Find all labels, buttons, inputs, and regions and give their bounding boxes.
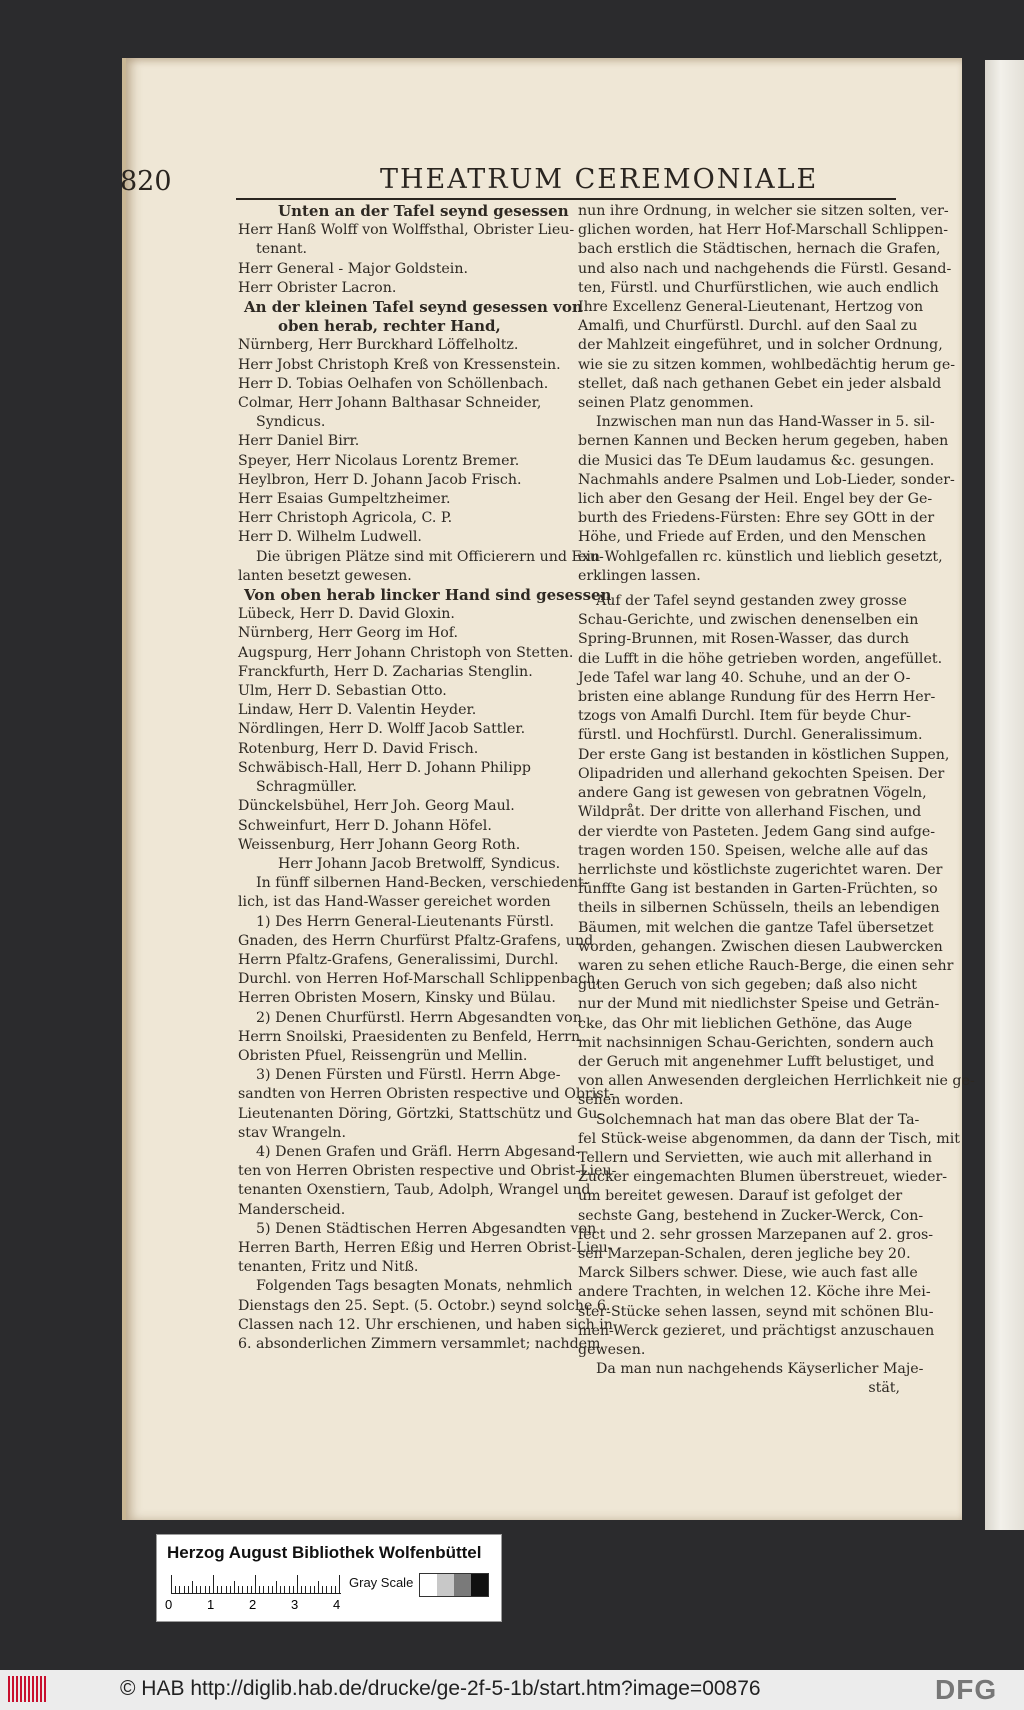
library-label	[156, 1534, 502, 1622]
text-line: ten von Herren Obristen respective und Obrist-Lieu-	[238, 1163, 617, 1180]
text-line: tragen worden 150. Speisen, welche alle auf das	[578, 842, 929, 859]
library-name: Herzog August Bibliothek Wolfenbüttel	[167, 1543, 482, 1562]
text-line: Solchemnach hat man das obere Blat der Ta-	[596, 1111, 920, 1128]
ruler-tick	[289, 1586, 290, 1593]
text-line: Herr Christoph Agricola, C. P.	[238, 510, 453, 527]
ruler-tick	[179, 1586, 180, 1593]
text-line: Der erste Gang ist bestanden in köstlichen Suppen,	[578, 746, 950, 763]
ruler-tick	[213, 1575, 214, 1593]
ruler-tick	[335, 1586, 336, 1593]
text-line: 4) Denen Grafen und Gräfl. Herrn Abgesand-	[256, 1143, 581, 1160]
text-line: Folgenden Tags besagten Monats, nehmlich	[256, 1278, 573, 1295]
text-line: bristen eine ablange Rundung für des Herrn Her-	[578, 689, 936, 706]
text-line: Inzwischen man nun das Hand-Wasser in 5. sil-	[596, 414, 935, 431]
ruler-tick	[200, 1586, 201, 1593]
text-line: Classen nach 12. Uhr erschienen, und haben sich in	[238, 1316, 613, 1333]
text-line: Von oben herab lincker Hand sind gesessen	[244, 586, 612, 605]
ruler-number: 1	[207, 1597, 215, 1612]
ruler-number: 0	[165, 1597, 173, 1612]
gray-scale-label: Gray Scale	[349, 1575, 414, 1590]
text-line: 5) Denen Städtischen Herren Abgesandten von	[256, 1220, 597, 1237]
text-line: Herren Obristen Mosern, Kinsky und Bülau.	[238, 990, 556, 1007]
ruler-tick	[192, 1581, 193, 1593]
ruler-tick	[331, 1586, 332, 1593]
text-line: ten, Fürstl. und Churfürstlichen, wie auch endlich	[578, 279, 939, 296]
text-line: 2) Denen Churfürstl. Herrn Abgesandten von	[256, 1009, 582, 1026]
text-line: seinen Platz genommen.	[578, 395, 754, 412]
text-line: die Lufft in die höhe getrieben worden, angefüllet.	[578, 650, 943, 667]
text-line: Jede Tafel war lang 40. Schuhe, und an der O-	[578, 669, 911, 686]
text-line: Herr General - Major Goldstein.	[238, 260, 468, 277]
ruler-tick	[305, 1586, 306, 1593]
ruler-tick	[259, 1586, 260, 1593]
text-line: und also nach und nachgehends die Fürstl. Gesand-	[578, 260, 952, 277]
footer-copyright[interactable]: © HAB http://diglib.hab.de/drucke/ge-2f-5-1b/start.htm?image=00876	[120, 1677, 761, 1700]
text-line: Höhe, und Friede auf Erden, und den Menschen	[578, 529, 926, 546]
ruler-tick	[310, 1586, 311, 1593]
text-line: der Mahlzeit eingeführet, und in solcher Ordnung,	[578, 337, 943, 354]
text-line: Nürnberg, Herr Burckhard Löffelholtz.	[238, 337, 519, 354]
ruler-tick	[184, 1586, 185, 1593]
text-line: Lübeck, Herr D. David Gloxin.	[238, 606, 455, 623]
text-line: glichen worden, hat Herr Hof-Marschall Schlippen-	[578, 222, 949, 239]
text-line: waren zu sehen etliche Rauch-Berge, die einen sehr	[578, 957, 954, 974]
text-line: Herr Esaias Gumpeltzheimer.	[238, 491, 451, 508]
gray-scale-swatches	[419, 1573, 489, 1597]
text-line: fürstl. und Hochfürstl. Durchl. Generalissimum.	[578, 727, 923, 744]
text-line: der Geruch mit angenehmer Lufft belustiget, und	[578, 1053, 935, 1070]
text-line: Schwäbisch-Hall, Herr D. Johann Philipp	[238, 759, 531, 776]
ruler-tick	[322, 1586, 323, 1593]
text-line: ein Wohlgefallen rc. künstlich und lieblich gesetzt,	[578, 548, 943, 565]
text-line: Schragmüller.	[256, 779, 357, 796]
text-line: Heylbron, Herr D. Johann Jacob Frisch.	[238, 471, 522, 488]
ruler-tick	[255, 1575, 256, 1593]
text-line: burth des Friedens-Fürsten: Ehre sey GOtt in der	[578, 510, 935, 527]
text-line: Lieutenanten Döring, Görtzki, Stattschütz und Gu-	[238, 1105, 603, 1122]
text-line: bernen Kannen und Becken herum gegeben, haben	[578, 433, 949, 450]
text-line: Ulm, Herr D. Sebastian Otto.	[238, 683, 447, 700]
text-line: Olipadriden und allerhand gekochten Speisen. Der	[578, 765, 945, 782]
text-line: Dienstags den 25. Sept. (5. Octobr.) seynd solche 6.	[238, 1297, 611, 1314]
ruler-tick	[297, 1575, 298, 1593]
text-line: guten Geruch von sich gegeben; daß also nicht	[578, 977, 917, 994]
dfg-logo: DFG	[935, 1674, 998, 1705]
ruler-tick	[251, 1586, 252, 1593]
text-line: Herr Hanß Wolff von Wolffsthal, Obrister Lieu-	[238, 222, 575, 239]
ruler-tick	[175, 1586, 176, 1593]
text-line: Ihre Excellenz General-Lieutenant, Hertzog von	[578, 299, 924, 316]
text-line: Herr D. Tobias Oelhafen von Schöllenbach.	[238, 375, 549, 392]
ruler-tick	[339, 1575, 340, 1593]
text-line: Herr D. Wilhelm Ludwell.	[238, 529, 422, 546]
text-line: Tellern und Servietten, wie auch mit allerhand in	[578, 1149, 933, 1166]
text-line: Nördlingen, Herr D. Wolff Jacob Sattler.	[238, 721, 526, 738]
text-line: Amalfi, und Churfürstl. Durchl. auf den Saal zu	[578, 318, 918, 335]
ruler-tick	[247, 1586, 248, 1593]
text-line: nur der Mund mit niedlichster Speise und Geträn-	[578, 996, 940, 1013]
ruler-tick	[314, 1586, 315, 1593]
text-line: fel Stück-weise abgenommen, da dann der Tisch, mit	[578, 1130, 960, 1147]
text-line: tzogs von Amalfi Durchl. Item für beyde Chur-	[578, 708, 911, 725]
text-line: lich aber den Gesang der Heil. Engel bey der Ge-	[578, 491, 933, 508]
text-line: lanten besetzt gewesen.	[238, 567, 412, 584]
text-line: 3) Denen Fürsten und Fürstl. Herrn Abge-	[256, 1067, 561, 1084]
text-line: Auf der Tafel seynd gestanden zwey grosse	[596, 593, 907, 610]
ruler-tick	[284, 1586, 285, 1593]
text-line: theils in silbernen Schüsseln, theils an lebendigen	[578, 900, 940, 917]
ruler-tick	[301, 1586, 302, 1593]
text-line: Herr Johann Jacob Bretwolff, Syndicus.	[278, 855, 561, 872]
ruler-tick	[293, 1586, 294, 1593]
text-line: andere Gang ist gewesen von gebratnen Vögeln,	[578, 785, 927, 802]
text-line: An der kleinen Tafel seynd gesessen von	[244, 298, 583, 317]
text-line: oben herab, rechter Hand,	[278, 317, 501, 336]
ruler-number: 2	[249, 1597, 257, 1612]
text-line: sechste Gang, bestehend in Zucker-Werck, Con-	[578, 1207, 924, 1224]
text-line: 1) Des Herrn General-Lieutenants Fürstl.	[256, 913, 555, 930]
text-line: tenanten, Fritz und Nitß.	[238, 1259, 419, 1276]
ruler-tick	[242, 1586, 243, 1593]
text-line: sandten von Herren Obristen respective und Obrist-	[238, 1086, 615, 1103]
text-line: Herr Jobst Christoph Kreß von Kressenstein.	[238, 356, 561, 373]
text-line: stellet, daß nach gethanen Gebet ein jeder alsbald	[578, 375, 942, 392]
text-line: Nachmahls andere Psalmen und Lob-Lieder, sonder-	[578, 471, 955, 488]
running-title: THEATRUM CEREMONIALE	[380, 164, 819, 195]
gray-swatch	[471, 1574, 488, 1596]
ruler-tick	[205, 1586, 206, 1593]
ruler-tick	[171, 1575, 172, 1593]
text-line: Franckfurth, Herr D. Zacharias Stenglin.	[238, 663, 533, 680]
hab-logo-icon	[8, 1676, 46, 1702]
ruler-tick	[188, 1586, 189, 1593]
ruler-tick	[196, 1586, 197, 1593]
text-line: ster-Stücke sehen lassen, seynd mit schönen Blu-	[578, 1303, 934, 1320]
gray-swatch	[420, 1574, 437, 1596]
text-line: um bereitet gewesen. Darauf ist gefolget der	[578, 1188, 903, 1205]
ruler-tick	[226, 1586, 227, 1593]
text-line: cke, das Ohr mit lieblichen Gethöne, das Auge	[578, 1015, 913, 1032]
ruler-tick	[221, 1586, 222, 1593]
text-line: Die übrigen Plätze sind mit Officierern und Exu-	[256, 548, 604, 565]
text-line: Augspurg, Herr Johann Christoph von Stetten.	[238, 644, 574, 661]
ruler-tick	[234, 1581, 235, 1593]
text-line: Rotenburg, Herr D. David Frisch.	[238, 740, 479, 757]
ruler-tick	[326, 1586, 327, 1593]
left-text-column	[238, 202, 617, 1354]
text-line: Marck Silbers schwer. Diese, wie auch fast alle	[578, 1265, 918, 1282]
text-line: tenant.	[256, 241, 308, 258]
text-line: bach erstlich die Städtischen, hernach die Grafen,	[578, 241, 941, 258]
text-line: Manderscheid.	[238, 1201, 346, 1218]
text-line: der vierdte von Pasteten. Jedem Gang sind aufge-	[578, 823, 936, 840]
text-line: mit nachsinnigen Schau-Gerichten, sondern auch	[578, 1034, 934, 1051]
text-line: Lindaw, Herr D. Valentin Heyder.	[238, 702, 477, 719]
text-line: Obristen Pfuel, Reissengrün und Mellin.	[238, 1047, 528, 1064]
text-line: die Musici das Te DEum laudamus &c. gesungen.	[578, 452, 935, 469]
text-line: sehen worden.	[578, 1092, 684, 1109]
text-line: Herr Daniel Birr.	[238, 433, 360, 450]
text-line: Herrn Snoilski, Praesidenten zu Benfeld, Herrn	[238, 1028, 581, 1045]
ruler-number: 4	[333, 1597, 341, 1612]
ruler-tick	[217, 1586, 218, 1593]
ruler-tick	[280, 1586, 281, 1593]
ruler-tick	[263, 1586, 264, 1593]
gray-swatch	[454, 1574, 471, 1596]
text-line: Syndicus.	[256, 414, 326, 431]
text-line: Zucker eingemachten Blumen überstreuet, wieder-	[578, 1169, 948, 1186]
text-line: stav Wrangeln.	[238, 1124, 346, 1141]
right-text-column	[578, 202, 975, 1399]
text-line: Herrn Pfaltz-Grafens, Generalissimi, Durchl.	[238, 951, 559, 968]
text-line: Herr Obrister Lacron.	[238, 279, 397, 296]
text-line: Weissenburg, Herr Johann Georg Roth.	[238, 836, 521, 853]
text-line: Unten an der Tafel seynd gesessen	[278, 202, 569, 220]
scale-ruler	[171, 1573, 341, 1594]
ruler-numbers	[165, 1597, 365, 1615]
text-line: stät,	[868, 1380, 900, 1397]
text-line: sen Marzepan-Schalen, deren jegliche bey 20.	[578, 1245, 911, 1262]
text-line: Da man nun nachgehends Käyserlicher Maje-	[596, 1361, 924, 1378]
text-line: Bäumen, mit welchen die gantze Tafel übersetzet	[578, 919, 934, 936]
ruler-tick	[209, 1586, 210, 1593]
text-line: Schau-Gerichte, und zwischen denenselben ein	[578, 612, 919, 629]
text-line: fect und 2. sehr grossen Marzepanen auf 2. gros-	[578, 1226, 934, 1243]
ruler-tick	[272, 1586, 273, 1593]
page-number: 820	[120, 166, 172, 197]
text-line: Durchl. von Herren Hof-Marschall Schlippenbach,	[238, 971, 600, 988]
text-line: Schweinfurt, Herr D. Johann Höfel.	[238, 817, 492, 834]
ruler-tick	[238, 1586, 239, 1593]
header-rule	[236, 198, 896, 200]
text-line: Speyer, Herr Nicolaus Lorentz Bremer.	[238, 452, 520, 469]
text-line: andere Trachten, in welchen 12. Köche ihre Mei-	[578, 1284, 931, 1301]
text-line: tenanten Oxenstiern, Taub, Adolph, Wrangel und	[238, 1182, 591, 1199]
ruler-tick	[230, 1586, 231, 1593]
footer-bar	[0, 1670, 1024, 1710]
ruler-tick	[318, 1581, 319, 1593]
text-line: herrlichste und köstlichste zugerichtet waren. Der	[578, 861, 943, 878]
adjacent-page-edge	[985, 60, 1024, 1530]
text-line: 6. absonderlichen Zimmern versammlet; nachdem	[238, 1335, 601, 1352]
text-line: Spring-Brunnen, mit Rosen-Wasser, das durch	[578, 631, 909, 648]
text-line: Dünckelsbühel, Herr Joh. Georg Maul.	[238, 798, 515, 815]
ruler-tick	[276, 1581, 277, 1593]
text-line: von allen Anwesenden dergleichen Herrlichkeit nie ge-	[578, 1073, 975, 1090]
text-line: fünffte Gang ist bestanden in Garten-Früchten, so	[578, 881, 938, 898]
text-line: Nürnberg, Herr Georg im Hof.	[238, 625, 458, 642]
text-line: wie sie zu sitzen kommen, wohlbedächtig herum ge-	[578, 356, 956, 373]
text-line: erklingen lassen.	[578, 567, 701, 584]
text-line: Herren Barth, Herren Eßig und Herren Obrist-Lieu-	[238, 1239, 613, 1256]
text-line: lich, ist das Hand-Wasser gereichet worden	[238, 894, 551, 911]
text-line: In fünff silbernen Hand-Becken, verschiedent-	[256, 875, 589, 892]
text-line: men-Werck gezieret, und prächtigst anzuschauen	[578, 1322, 935, 1339]
text-line: worden, gehangen. Zwischen diesen Laubwercken	[578, 938, 943, 955]
text-line: gewesen.	[578, 1341, 646, 1358]
gray-swatch	[437, 1574, 454, 1596]
text-line: Colmar, Herr Johann Balthasar Schneider,	[238, 395, 542, 412]
text-line: Wildpråt. Der dritte von allerhand Fischen, und	[578, 804, 922, 821]
text-line: Gnaden, des Herrn Churfürst Pfaltz-Grafens, und	[238, 932, 594, 949]
ruler-tick	[268, 1586, 269, 1593]
text-line: nun ihre Ordnung, in welcher sie sitzen solten, ver-	[578, 203, 949, 219]
ruler-number: 3	[291, 1597, 299, 1612]
